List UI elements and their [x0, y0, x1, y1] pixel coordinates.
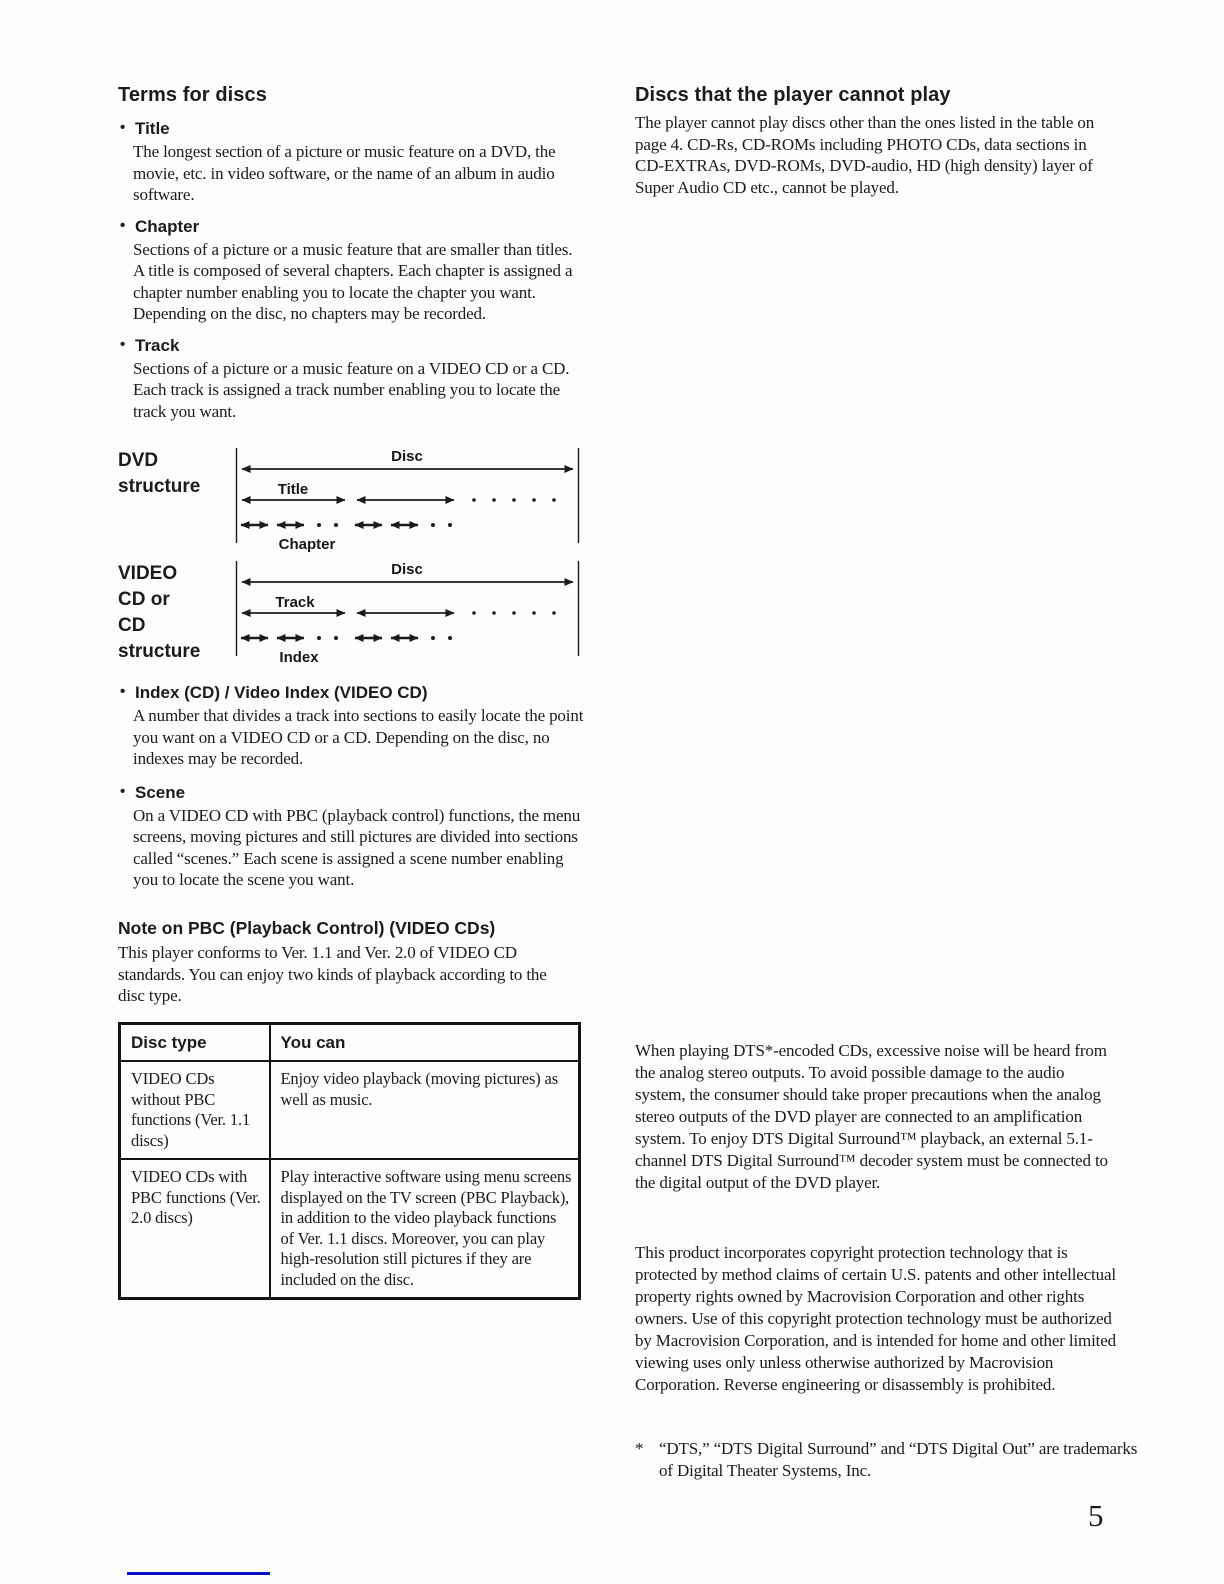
table-row-ver20 [120, 1159, 580, 1299]
diagram-index-label: Index [279, 649, 319, 666]
dvd-structure-side-label [118, 448, 200, 500]
table-header-row [120, 1024, 580, 1062]
term-index-body: A number that divides a track into sections to easily locate the point you want on a VIDEO CD or a CD. Depending on the disc, no indexes may be recorded. [133, 706, 584, 768]
dts-footnote [635, 1438, 1141, 1481]
term-index-label: • Index (CD) / Video Index (VIDEO CD) [118, 682, 596, 703]
table-header-disc-type: Disc type [120, 1024, 270, 1062]
side-label-line: VIDEO [118, 563, 178, 584]
disc-type-table [118, 1022, 581, 1300]
cell-you-can: Enjoy video playback (moving pictures) as well as music. [270, 1061, 580, 1159]
copyright-text: This product incorporates copyright protection technology that is protected by method claims of certain U.S. patents and other intellectual property rights owned by Macrovision Corporation and other rights owners. Use of this copyright protection technology must be authorized by Macrovision Corporation, and is intended for home and other limited viewing uses only unless otherwise authorized by Macrovision Corporation. Reverse engineering or disassembly is prohibited. [635, 1243, 1116, 1394]
dts-warning-text: When playing DTS*-encoded CDs, excessive noise will be heard from the analog stereo outputs. To avoid possible damage to the audio system, the consumer should take proper precautions when the analog stereo outputs of the DVD player are connected to an amplification system. To enjoy DTS Digital Surround™ playback, an external 5.1-channel DTS Digital Surround™ decoder system must be connected to the digital output of the DVD player. [635, 1041, 1108, 1192]
side-label-line: DVD [118, 450, 159, 471]
videocd-structure-diagram [118, 559, 588, 684]
videocd-structure-svg [235, 559, 585, 684]
term-track-label: • Track [118, 335, 596, 356]
term-scene [118, 782, 596, 891]
term-title [118, 118, 596, 206]
cell-disc-type: VIDEO CDs without PBC functions (Ver. 1.1 discs) [120, 1061, 270, 1159]
side-label-line: CD or [118, 589, 170, 610]
side-label-line: structure [118, 476, 201, 497]
term-title-label: • Title [118, 118, 596, 139]
page-number: 5 [1088, 1498, 1104, 1533]
side-label-line: structure [118, 641, 201, 662]
terms-section-2 [118, 682, 596, 901]
term-track [118, 335, 596, 423]
diagram-disc-label: Disc [391, 448, 423, 465]
term-index [118, 682, 596, 770]
dvd-structure-diagram [118, 446, 588, 571]
cell-disc-type: VIDEO CDs with PBC functions (Ver. 2.0 discs) [120, 1159, 270, 1299]
term-scene-body: On a VIDEO CD with PBC (playback control) functions, the menu screens, moving pictures and still pictures are divided into sections called “scenes.” Each scene is assigned a scene number enabling you to locate the scene you want. [133, 805, 581, 889]
diagram-disc-label: Disc [391, 561, 423, 578]
cannot-play-section [635, 84, 1117, 198]
copyright-paragraph [635, 1242, 1117, 1396]
footer-rule [127, 1572, 270, 1575]
term-scene-label: • Scene [118, 782, 596, 803]
footnote-asterisk: * [635, 1439, 644, 1458]
footnote-text: “DTS,” “DTS Digital Surround” and “DTS Digital Out” are trademarks of Digital Theater Systems, Inc. [659, 1439, 1138, 1480]
cannot-play-heading: Discs that the player cannot play [635, 84, 951, 106]
cell-you-can: Play interactive software using menu screens displayed on the TV screen (PBC Playback), in addition to the video playback functions of Ver. 1.1 discs. Moreover, you can play high-resolution still pictures if they are included on the disc. [270, 1159, 580, 1299]
pbc-note [118, 918, 596, 1007]
term-chapter-body: Sections of a picture or a music feature that are smaller than titles. A title is composed of several chapters. Each chapter is assigned a chapter number enabling you to locate the chapter you want. Depending on the disc, no chapters may be recorded. [133, 239, 573, 323]
pbc-note-body: This player conforms to Ver. 1.1 and Ver. 2.0 of VIDEO CD standards. You can enjoy two kinds of playback according to the disc type. [118, 943, 547, 1005]
dvd-structure-svg [235, 446, 585, 571]
dts-warning-paragraph [635, 1040, 1117, 1194]
diagram-track-label: Track [275, 594, 315, 611]
term-chapter-label: • Chapter [118, 216, 596, 237]
term-chapter [118, 216, 596, 325]
table-row-ver11 [120, 1061, 580, 1159]
term-track-body: Sections of a picture or a music feature on a VIDEO CD or a CD. Each track is assigned a track number enabling you to locate the track you want. [133, 358, 570, 421]
terms-heading: Terms for discs [118, 84, 267, 106]
terms-section [118, 84, 596, 432]
pbc-note-heading: Note on PBC (Playback Control) (VIDEO CDs) [118, 918, 496, 938]
table-header-you-can: You can [270, 1024, 580, 1062]
diagram-chapter-label: Chapter [278, 536, 336, 553]
cannot-play-body: The player cannot play discs other than the ones listed in the table on page 4. CD-Rs, CD-ROMs including PHOTO CDs, data sections in CD-EXTRAs, DVD-ROMs, DVD-audio, HD (high density) layer of Super Audio CD etc., cannot be played. [635, 113, 1095, 197]
videocd-structure-side-label [118, 561, 200, 665]
side-label-line: CD [118, 615, 146, 636]
diagram-title-label: Title [277, 481, 309, 498]
term-title-body: The longest section of a picture or music feature on a DVD, the movie, etc. in video software, or the name of an album in audio software. [133, 142, 556, 204]
